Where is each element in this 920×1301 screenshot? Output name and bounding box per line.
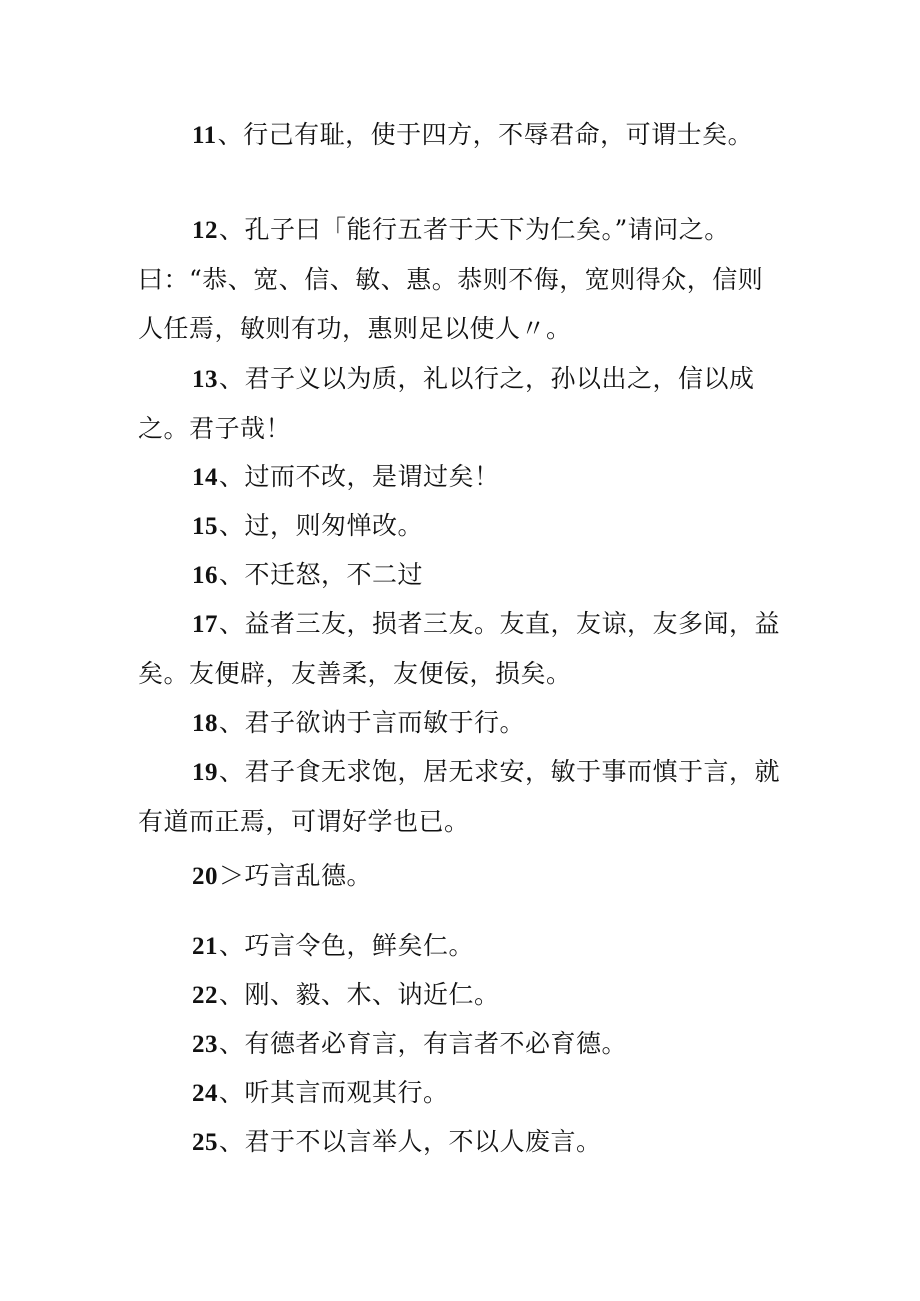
item-text: 、刚、毅、木、讷近仁。 [219,980,500,1009]
item-text: 、巧言令色，鲜矣仁。 [219,931,475,960]
item-text: 、益者三友，损者三友。友直，友谅，友多闻，益矣。友便辟，友善柔，友便佞，损矣。 [138,609,781,688]
item-number: 23 [192,1031,218,1058]
paragraph-16 [138,550,788,600]
item-text: 、君子义以为质，礼以行之，孙以出之，信以成之。君子哉！ [138,364,755,443]
item-text: ＞巧言乱德。 [219,861,373,890]
item-number: 20 [192,863,218,890]
item-number: 21 [192,933,218,960]
paragraph-19 [138,747,788,846]
item-number: 12 [192,217,218,244]
item-text: 、行己有耻，使于四方，不辱君命，可谓士矣。 [217,120,754,149]
paragraph-12 [138,205,788,353]
item-number: 22 [192,982,218,1009]
paragraph-22 [138,970,788,1020]
item-number: 11 [192,122,217,149]
item-number: 24 [192,1080,218,1107]
paragraph-11 [138,110,788,160]
item-text: 、君子欲讷于言而敏于行。 [219,708,526,737]
item-text: 、过而不改，是谓过矣！ [219,462,500,491]
item-text: 、不迁怒，不二过 [219,560,424,589]
paragraph-24 [138,1068,788,1118]
item-number: 14 [192,464,218,491]
item-text: 、过，则匆惮改。 [219,511,424,540]
paragraph-23 [138,1019,788,1069]
paragraph-20 [138,851,788,901]
paragraph-13 [138,354,788,453]
paragraph-15 [138,501,788,551]
paragraph-18 [138,698,788,748]
item-number: 18 [192,710,218,737]
item-number: 16 [192,562,218,589]
paragraph-17 [138,599,788,698]
item-number: 25 [192,1129,218,1156]
paragraph-21 [138,921,788,971]
item-number: 19 [192,759,218,786]
item-text: 、孔子曰「能行五者于天下为仁矣。”请问之。曰：“恭、宽、信、敏、惠。恭则不侮，宽则得众，信则人任焉，敏则有功，惠则足以使人〃。 [138,215,764,343]
paragraph-25 [138,1117,788,1167]
item-text: 、君于不以言举人，不以人废言。 [219,1127,602,1156]
item-text: 、听其言而观其行。 [219,1078,449,1107]
item-text: 、君子食无求饱，居无求安，敏于事而慎于言，就有道而正焉，可谓好学也已。 [138,757,781,836]
item-number: 13 [192,366,218,393]
item-number: 15 [192,513,218,540]
item-text: 、有德者必育言，有言者不必育德。 [219,1029,628,1058]
item-number: 17 [192,611,218,638]
paragraph-14 [138,452,788,502]
